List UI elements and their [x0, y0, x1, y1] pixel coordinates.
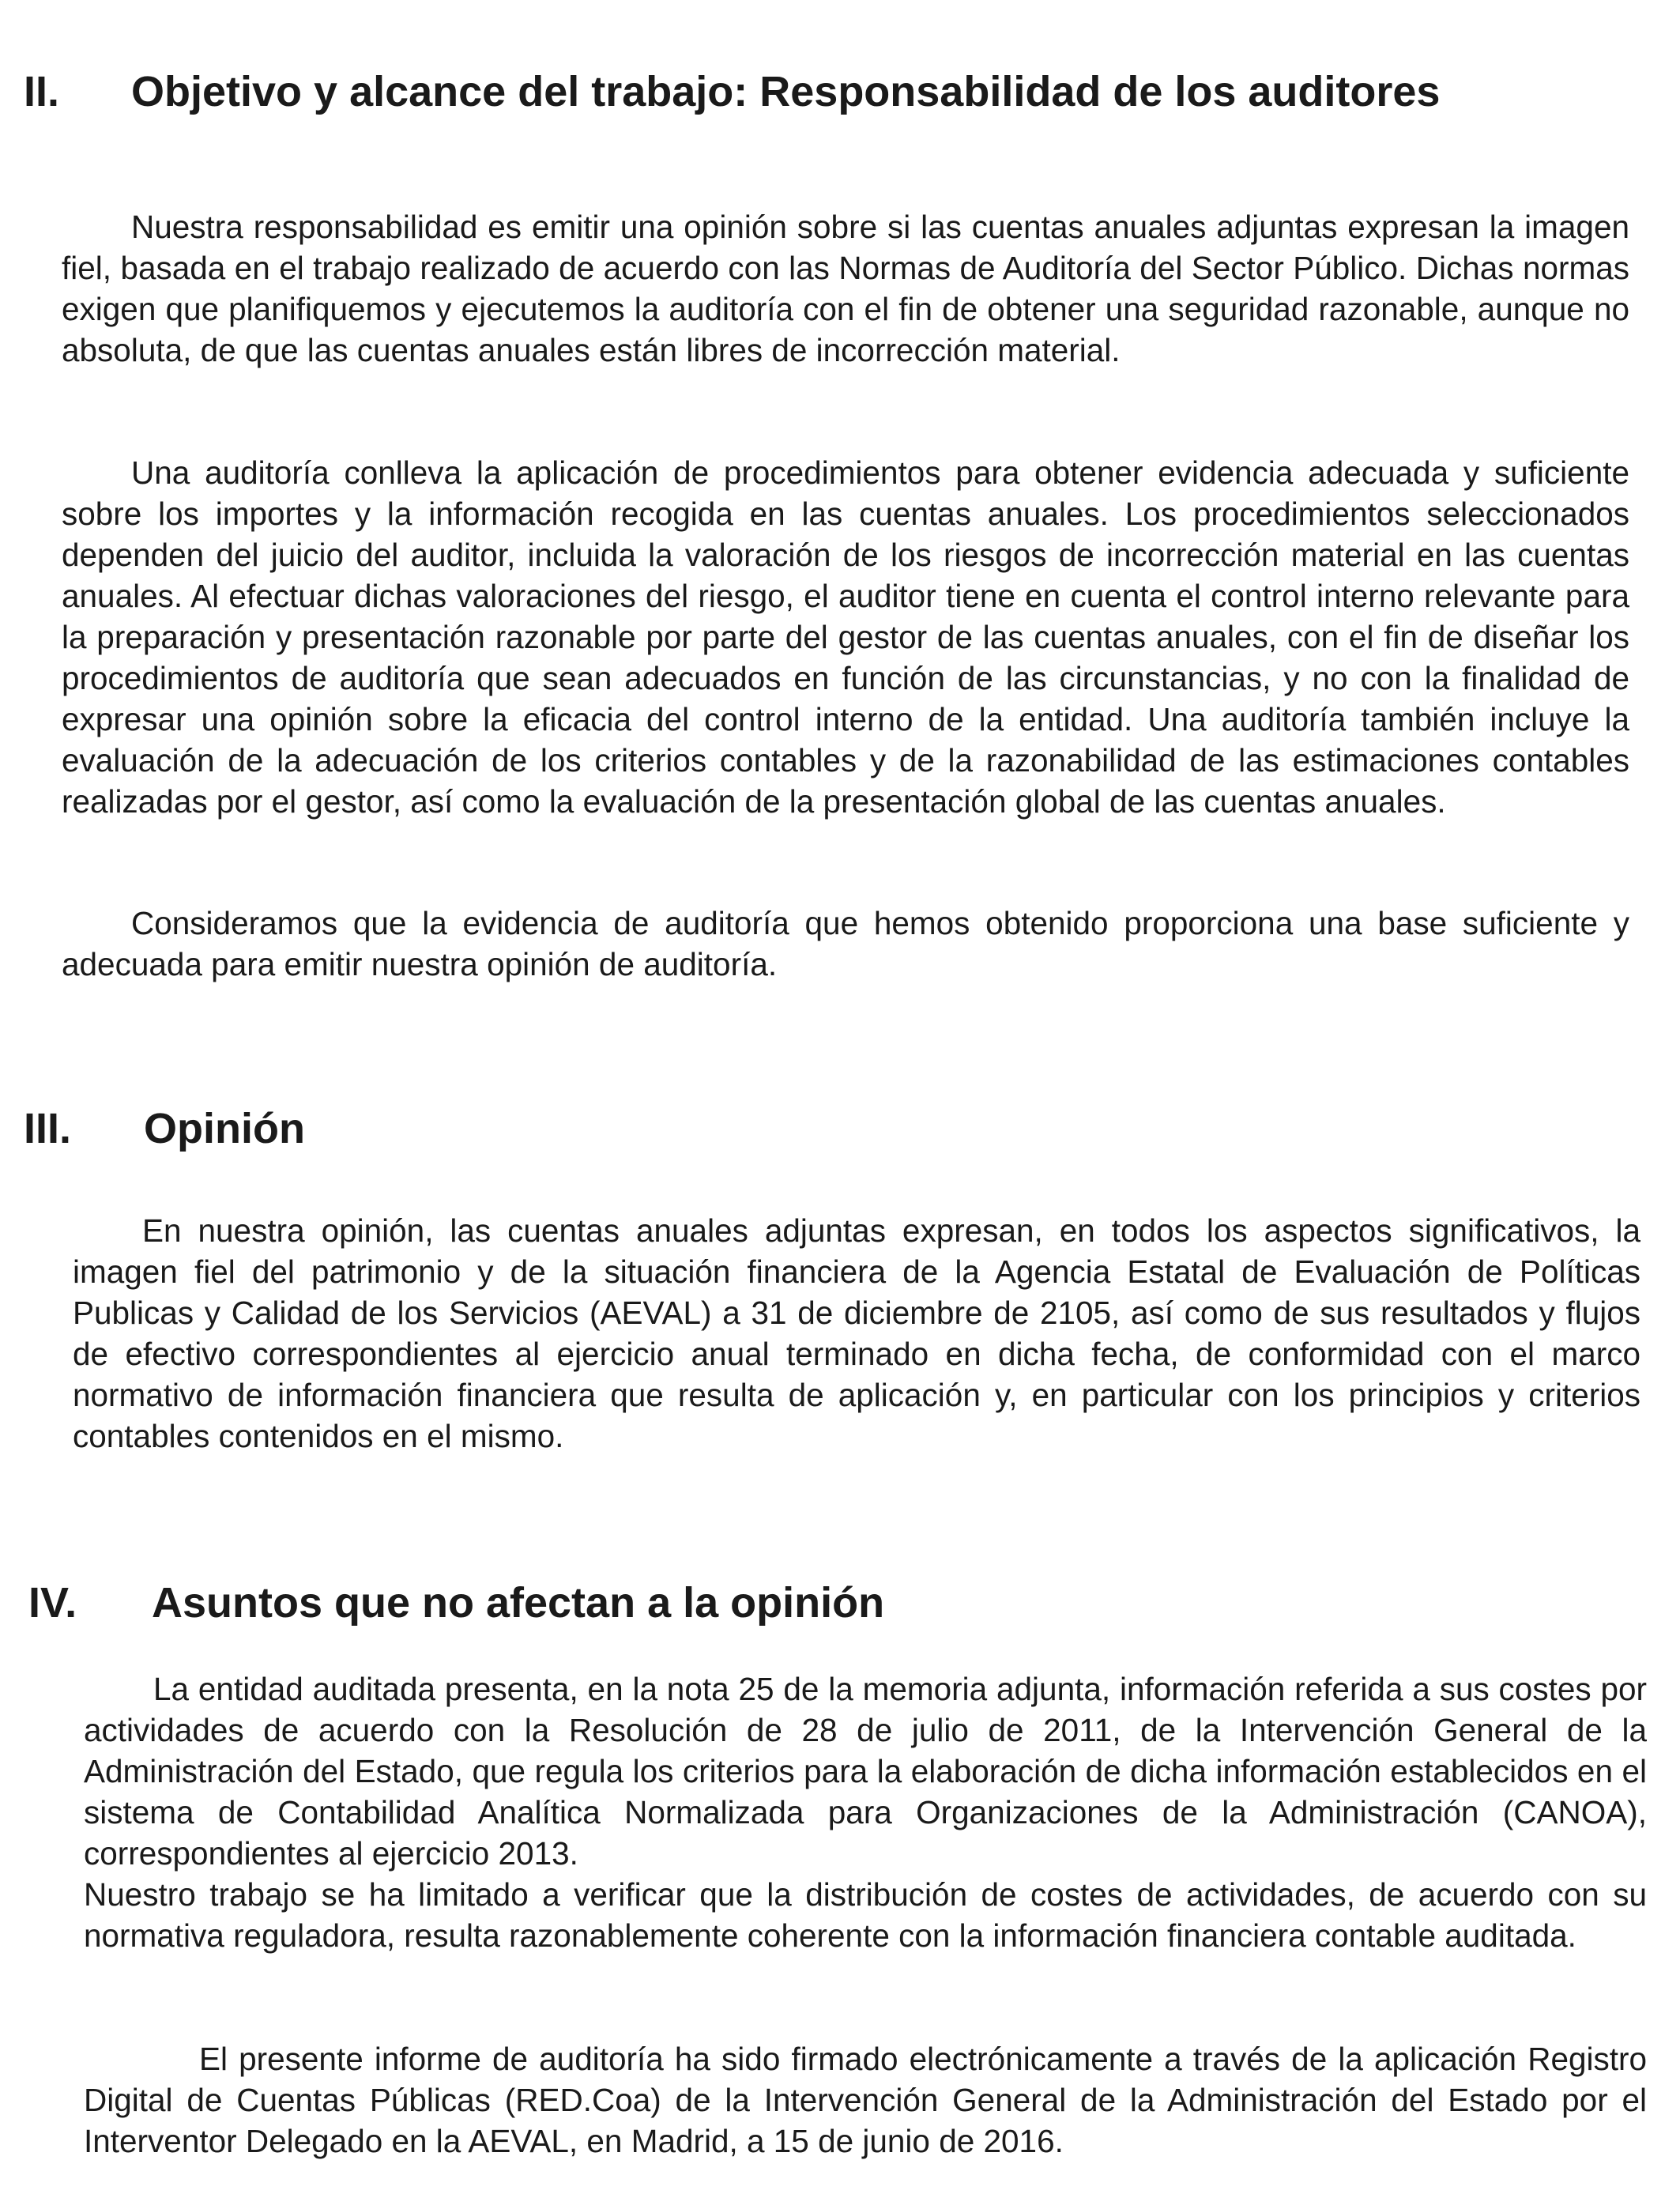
- section-number: IV.: [28, 1579, 77, 1627]
- paragraph: Una auditoría conlleva la aplicación de procedimientos para obtener evidencia adecuada y suficiente sobre los importes y la información recogida en las cuentas anuales. Los procedimientos seleccionados dependen del juicio del auditor, incluida la valoración de los riesgos de incorrección material en las cuentas anuales. Al efectuar dichas valoraciones del riesgo, el auditor tiene en cuenta el control interno relevante para la preparación y presentación razonable por parte del gestor de las cuentas anuales, con el fin de diseñar los procedimientos de auditoría que sean adecuados en función de las circunstancias, y no con la finalidad de expresar una opinión sobre la eficacia del control interno de la entidad. Una auditoría también incluye la evaluación de la adecuación de los criterios contables y de la razonabilidad de las estimaciones contables realizadas por el gestor, así como la evaluación de la presentación global de las cuentas anuales.: [62, 454, 1629, 820]
- section-number: III.: [24, 1105, 72, 1152]
- section-number: II.: [24, 68, 60, 115]
- section-title: Objetivo y alcance del trabajo: Responsabilidad de los auditores: [131, 68, 1441, 115]
- section-title: Asuntos que no afectan a la opinión: [152, 1579, 885, 1627]
- paragraph: Nuestro trabajo se ha limitado a verificar que la distribución de costes de actividades, de acuerdo con su normativa reguladora, resulta razonablemente coherente con la información financiera contable auditada.: [84, 1876, 1647, 1954]
- section-title: Opinión: [144, 1105, 305, 1152]
- paragraph: Nuestra responsabilidad es emitir una opinión sobre si las cuentas anuales adjuntas expresan la imagen fiel, basada en el trabajo realizado de acuerdo con las Normas de Auditoría del Sector Público. Dichas normas exigen que planifiquemos y ejecutemos la auditoría con el fin de obtener una seguridad razonable, aunque no absoluta, de que las cuentas anuales están libres de incorrección material.: [62, 209, 1629, 368]
- paragraph: Consideramos que la evidencia de auditoría que hemos obtenido proporciona una base suficiente y adecuada para emitir nuestra opinión de auditoría.: [62, 905, 1629, 982]
- paragraph: La entidad auditada presenta, en la nota 25 de la memoria adjunta, información referida a sus costes por actividades de acuerdo con la Resolución de 28 de julio de 2011, de la Intervención General de la Administración del Estado, que regula los criterios para la elaboración de dicha información establecidos en el sistema de Contabilidad Analítica Normalizada para Organizaciones de la Administración (CANOA), correspondientes al ejercicio 2013.: [84, 1671, 1647, 1872]
- paragraph: El presente informe de auditoría ha sido firmado electrónicamente a través de la aplicación Registro Digital de Cuentas Públicas (RED.Coa) de la Intervención General de la Administración del Estado por el Interventor Delegado en la AEVAL, en Madrid, a 15 de junio de 2016.: [84, 2041, 1647, 2159]
- paragraph: En nuestra opinión, las cuentas anuales adjuntas expresan, en todos los aspectos significativos, la imagen fiel del patrimonio y de la situación financiera de la Agencia Estatal de Evaluación de Políticas Publicas y Calidad de los Servicios (AEVAL) a 31 de diciembre de 2105, así como de sus resultados y flujos de efectivo correspondientes al ejercicio anual terminado en dicha fecha, de conformidad con el marco normativo de información financiera que resulta de aplicación y, en particular con los principios y criterios contables contenidos en el mismo.: [73, 1212, 1640, 1454]
